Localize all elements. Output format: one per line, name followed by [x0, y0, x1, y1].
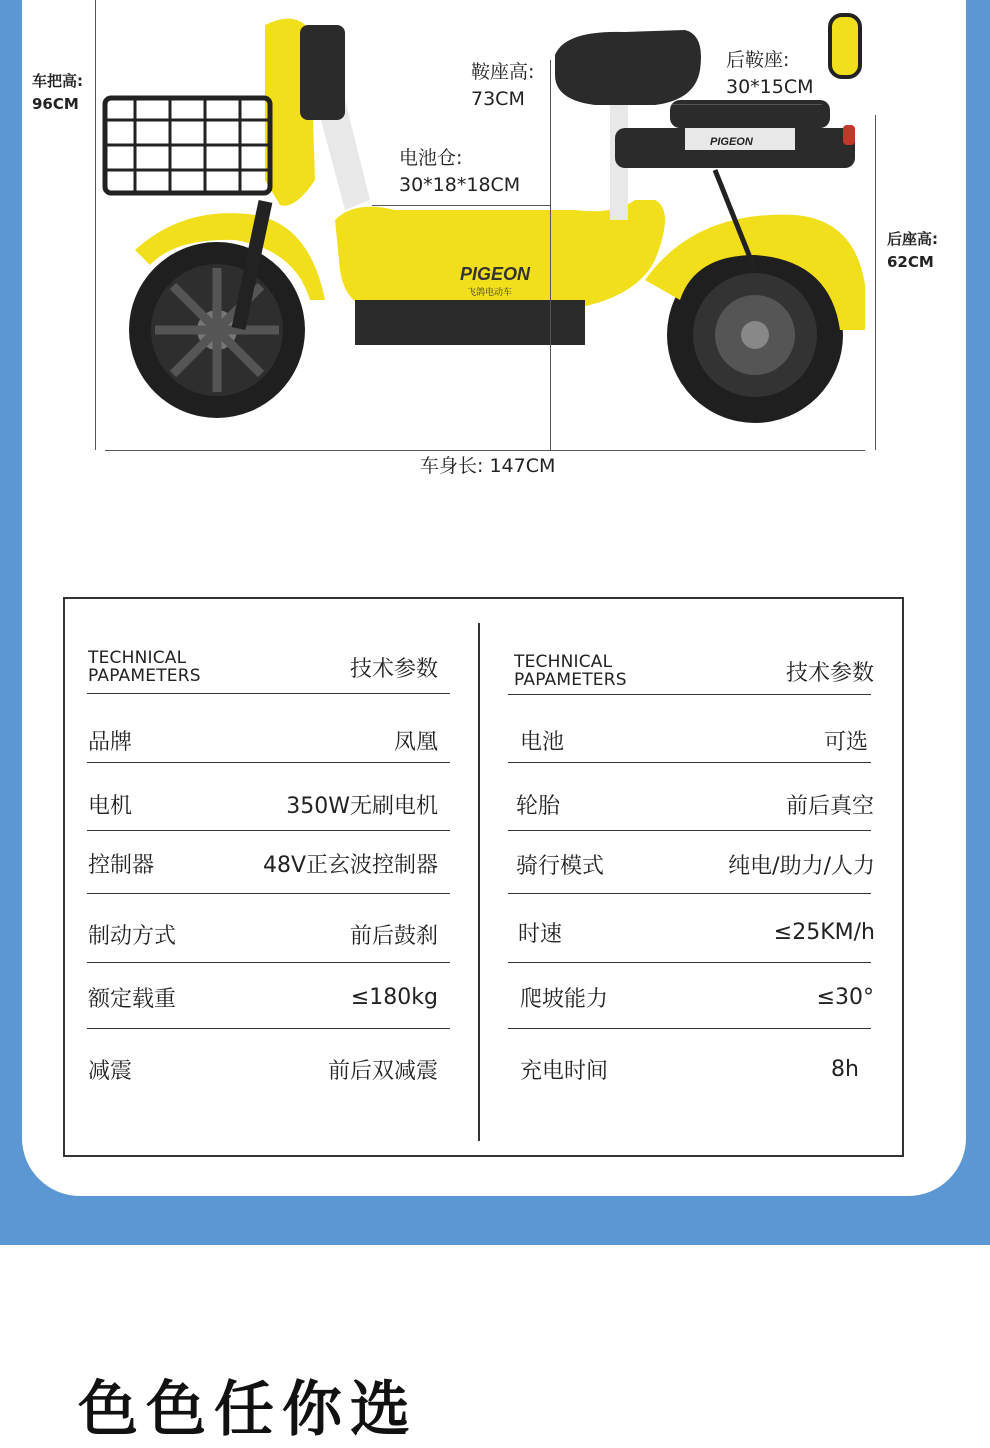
left-spec-row	[88, 979, 438, 1015]
left-spec-row	[88, 1051, 438, 1087]
spec-label: 爬坡能力	[520, 986, 609, 1012]
headstock	[300, 25, 345, 120]
spec-table-divider	[478, 623, 480, 1141]
rear-seat-height-line	[875, 115, 876, 450]
spec-value: 8h	[831, 1056, 859, 1082]
left-separator	[87, 762, 450, 763]
front-basket	[105, 98, 270, 193]
battery-compartment-label: 电池仓: 30*18*18CM	[399, 147, 521, 196]
spec-value: ≤30°	[816, 984, 874, 1010]
left-separator	[87, 1028, 450, 1029]
spec-label: 时速	[518, 921, 563, 947]
left-spec-row	[88, 845, 438, 881]
spec-label: 骑行模式	[516, 853, 605, 879]
spec-label: 电池	[520, 729, 565, 755]
spec-label: 充电时间	[520, 1058, 609, 1084]
rear-saddle-label: 后鞍座: 30*15CM	[726, 49, 814, 98]
tail-light	[843, 125, 855, 145]
spec-value: 可选	[823, 729, 868, 755]
saddle-height-label: 鞍座高: 73CM	[471, 61, 535, 110]
right-spec-row	[520, 722, 868, 758]
spec-label: 轮胎	[516, 793, 561, 819]
handlebar-height-label: 车把高: 96CM	[32, 72, 83, 113]
rear-backrest	[830, 15, 860, 77]
left-separator	[87, 893, 450, 894]
handlebar-height-line	[95, 0, 96, 450]
right-header-cn: 技术参数	[785, 660, 874, 686]
rear-seat-height-label: 后座高: 62CM	[887, 230, 938, 271]
spec-label: 额定载重	[88, 986, 177, 1012]
spec-value: ≤180kg	[350, 984, 438, 1010]
right-separator	[508, 962, 871, 963]
spec-label: 制动方式	[88, 923, 177, 949]
spec-value: 前后双减震	[327, 1058, 438, 1084]
left-header-en: TECHNICAL PAPAMETERS	[88, 648, 201, 686]
spec-value: 48V正玄波控制器	[262, 852, 438, 878]
spec-label: 品牌	[88, 729, 133, 755]
right-separator	[508, 762, 871, 763]
right-spec-header	[514, 650, 874, 692]
right-spec-row	[518, 914, 875, 950]
right-spec-row	[520, 979, 874, 1015]
saddle-height-line	[550, 60, 551, 450]
right-separator	[508, 830, 871, 831]
body-brand-sub: 飞鸽电动车	[467, 288, 513, 298]
rear-brand-mark: PIGEON	[710, 136, 753, 148]
front-wheel	[129, 242, 305, 418]
left-separator	[87, 693, 450, 694]
right-spec-row	[516, 786, 874, 822]
spec-label: 减震	[88, 1058, 133, 1084]
spec-label: 电机	[88, 793, 133, 819]
right-separator	[508, 1028, 871, 1029]
left-header-cn: 技术参数	[349, 656, 438, 682]
right-separator	[508, 893, 871, 894]
right-spec-row	[516, 846, 875, 882]
color-section-title: 色色任你选	[78, 1375, 418, 1445]
right-separator	[508, 694, 871, 695]
rear-saddle-line	[672, 104, 822, 105]
battery-width-line	[372, 205, 550, 206]
spec-value: ≤25KM/h	[773, 919, 875, 945]
right-header-en: TECHNICAL PAPAMETERS	[514, 652, 627, 690]
spec-value: 前后真空	[785, 793, 874, 819]
body-length-label: 车身长: 147CM	[420, 455, 556, 477]
spec-value: 凤凰	[393, 729, 438, 755]
main-saddle	[555, 30, 701, 105]
spec-value: 前后鼓刹	[349, 923, 438, 949]
left-spec-row	[88, 722, 438, 758]
left-separator	[87, 962, 450, 963]
right-spec-row	[520, 1051, 859, 1087]
left-separator	[87, 830, 450, 831]
body-length-line	[105, 450, 865, 451]
left-spec-row	[88, 916, 438, 952]
spec-value: 纯电/助力/人力	[728, 853, 875, 879]
spec-label: 控制器	[88, 852, 155, 878]
body-brand-mark: PIGEON	[460, 264, 531, 284]
left-spec-header	[88, 646, 438, 688]
spec-value: 350W无刷电机	[286, 793, 438, 819]
left-spec-row	[88, 786, 438, 822]
